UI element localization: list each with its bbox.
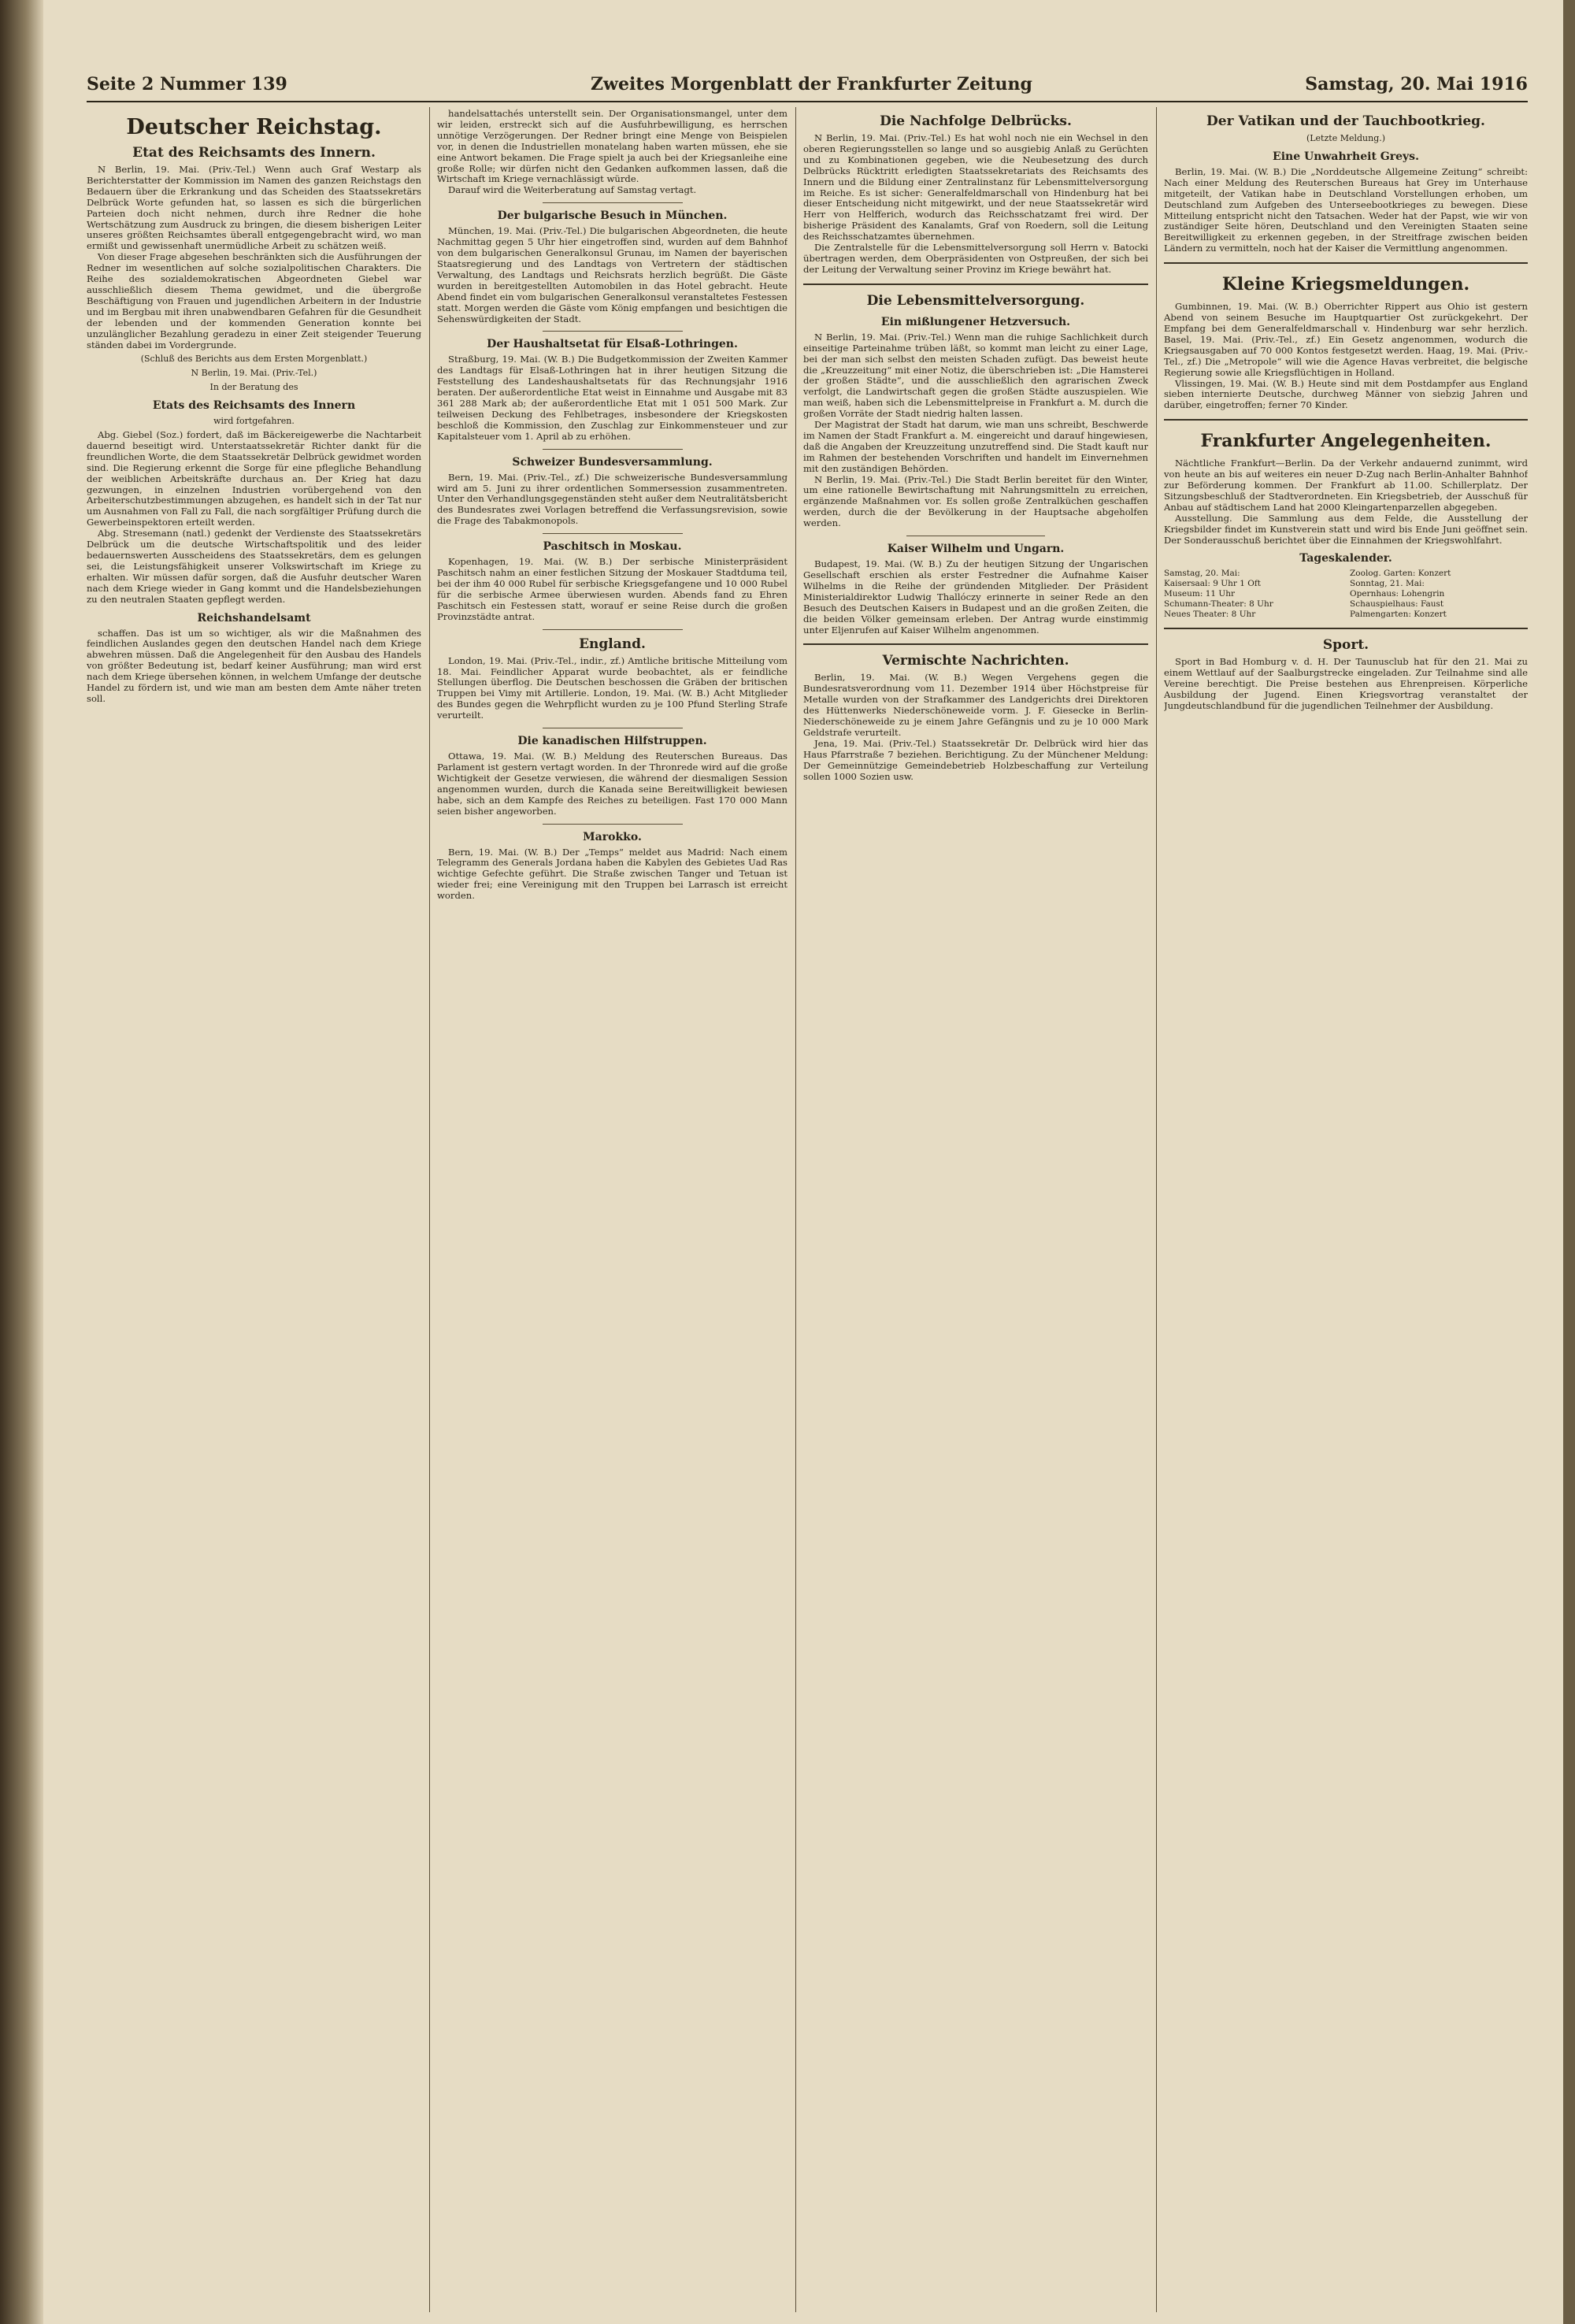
article-paragraph: Von dieser Frage abgesehen beschränkten sich die Ausführungen der Redner im wesentlichen auf solche sozialpolitischen Charakters. Die Reihe des sozialdemokratischen Abgeordneten Giebel war ausschließlich diesem Thema gewidmet, und die übergroße Beschäftigung von Frauen und jugendlichen Arbeitern in der Industrie und im Bergbau mit ihren unabwendbaren Gefahren für die Gesundheit der lebenden und der kommenden Generation konnte bei unzulänglicher Bezahlung geradezu in einer Zeit steigender Teuerung ständen dabei im Vordergrunde. xyxy=(87,251,421,350)
listing-item: Zoolog. Garten: Konzert xyxy=(1350,569,1451,579)
listing-headline: Tageskalender. xyxy=(1299,552,1392,565)
article-paragraph: Gumbinnen, 19. Mai. (W. B.) Oberrichter Rippert aus Ohio ist gestern Abend von seinem Besuche im Hauptquartier Ost zurückgekehrt. Der Empfang bei dem Generalfeldmarschall v. Hindenburg war sehr herzlich. Basel, 19. Mai. (Priv.-Tel., zf.) Ein Gesetz angenommen, wodurch die Kriegsausgaben auf 70 000 Kontos festgesetzt werden. Haag, 19. Mai. (Priv.-Tel., zf.) Die „Metropole“ will wie die Agence Havas verbreitet, die belgische Regierung sowie alle Kriegsflüchtigen in Holland. xyxy=(1164,301,1528,378)
article-paragraph: Abg. Stresemann (natl.) gedenkt der Verdienste des Staatssekretärs Delbrück um die deutsche Wirtschaftspolitik und des leider bedauernswerten Ausscheidens des Staatssekretärs, dem es gelungen sei, die Leistungsfähigkeit unserer Volkswirtschaft im Kriege zu erhalten. Wir müssen dafür sorgen, daß die Ausfuhr deutscher Waren nach dem Kriege wieder in Gang kommt und die Handelsbeziehungen zu den neutralen Staaten gepflegt werden. xyxy=(87,528,421,605)
article-paragraph: Der Magistrat der Stadt hat darum, wie man uns schreibt, Beschwerde im Namen der Stadt Frankfurt a. M. eingereicht und darauf hingewiesen, daß die Angaben der Kreuzzeitung unzutreffend sind. Die Stadt kauft nur im Rahmen der bestehenden Vorschriften und handelt im Einvernehmen mit den zuständigen Behörden. xyxy=(803,419,1148,474)
article-headline: Die Nachfolge Delbrücks. xyxy=(880,113,1072,129)
column-rule xyxy=(429,107,430,2312)
article-subheadline: Ein mißlungener Hetzversuch. xyxy=(880,315,1071,328)
article-paragraph: Berlin, 19. Mai. (W. B.) Wegen Vergehens gegen die Bundesratsverordnung vom 11. Dezember 1914 über Höchstpreise für Metalle wurden von der Strafkammer des Landgerichts drei Direktoren des Hüttenwerks Niederschöneweide vorm. J. F. Giesecke in Berlin-Niederschöneweide zu je einem Jahre Gefängnis und zu je 10 000 Mark Geldstrafe verurteilt. xyxy=(803,672,1148,738)
listing-item: Kaisersaal: 9 Uhr 1 Oft xyxy=(1164,579,1261,589)
article-headline: Schweizer Bundesversammlung. xyxy=(512,455,713,469)
divider xyxy=(543,202,683,203)
article-paragraph: N Berlin, 19. Mai. (Priv.-Tel.) Wenn auch Graf Westarp als Berichterstatter der Kommission im Namen des ganzen Reichstags den Bedauern über die Erkrankung und das Scheiden des Staatssekretärs Delbrück Worte gefunden hat, so lassen es sich die bürgerlichen Parteien doch nicht nehmen, durch ihre Redner die hohe Wertschätzung zum Ausdruck zu bringen, die diesem bisherigen Leiter unseres größten Reichsamtes überall entgegengebracht wird, wo man ermißt und gewissenhaft unermüdliche Arbeit zu schätzen weiß. xyxy=(87,164,421,252)
listing-item: Opernhaus: Lohengrin xyxy=(1350,589,1445,599)
column-3 xyxy=(803,109,1148,2306)
article-headline: Sport. xyxy=(1322,637,1369,654)
note: (Schluß des Berichts aus dem Ersten Morgenblatt.) xyxy=(140,354,368,365)
divider xyxy=(1164,419,1528,421)
column-1 xyxy=(87,109,421,2306)
article-paragraph: Darauf wird die Weiterberatung auf Samstag vertagt. xyxy=(448,184,697,196)
masthead xyxy=(87,69,1528,102)
article-headline: Der Haushaltsetat für Elsaß-Lothringen. xyxy=(487,338,738,351)
article-headline: Etat des Reichsamts des Innern. xyxy=(132,145,376,161)
article-paragraph: Ottawa, 19. Mai. (W. B.) Meldung des Reuterschen Bureaus. Das Parlament ist gestern vertagt worden. In der Thronrede wird auf die große Wichtigkeit der Gesetze verwiesen, die während der diesmaligen Session angenommen wurden, durch die Kanada seine Bereitwilligkeit bewiesen habe, sich an dem Kampfe des Reiches zu beteiligen. Fast 170 000 Mann seien bisher angeworben. xyxy=(437,751,788,817)
article-headline: Vermischte Nachrichten. xyxy=(882,653,1069,669)
continued-text: wird fortgefahren. xyxy=(213,416,295,427)
divider xyxy=(1164,628,1528,629)
event-listing xyxy=(1164,569,1528,620)
article-paragraph: Berlin, 19. Mai. (W. B.) Die „Norddeutsche Allgemeine Zeitung“ schreibt: Nach einer Meldung des Reuterschen Bureaus hat Grey im Unterhause mitgeteilt, der Vatikan habe in Deutschland Vorstellungen erhoben, um Deutschland zum Aufgeben des Unterseebootkrieges zu bewegen. Diese Mitteilung entspricht nicht den Tatsachen. Weder hat der Papst, wie wir von zuständiger Seite hören, Deutschland und den Vereinigten Staaten seine Bereitwilligkeit zu erkennen gegeben, in der Streitfrage zwischen beiden Ländern zu vermitteln, noch hat der Kaiser die Vermittlung angenommen. xyxy=(1164,165,1528,254)
listing-item: Neues Theater: 8 Uhr xyxy=(1164,610,1256,620)
article-paragraph: Die Zentralstelle für die Lebensmittelversorgung soll Herrn v. Batocki übertragen werden, dem Oberpräsidenten von Ostpreußen, der sich bei der Leitung der Verwaltung seiner Provinz im Kriege bewährt hat. xyxy=(803,242,1148,275)
note: (Letzte Meldung.) xyxy=(1306,133,1386,143)
listing-item: Schauspielhaus: Faust xyxy=(1350,599,1444,610)
article-subheadline: Eine Unwahrheit Greys. xyxy=(1273,150,1419,163)
column-rule xyxy=(1156,107,1157,2312)
divider xyxy=(543,824,683,825)
article-headline: Marokko. xyxy=(583,830,642,843)
listing-item: Schumann-Theater: 8 Uhr xyxy=(1164,599,1273,610)
article-paragraph: Straßburg, 19. Mai. (W. B.) Die Budgetkommission der Zweiten Kammer des Landtags für Elsaß-Lothringen hat in ihrer heutigen Sitzung die Feststellung des Landeshaushaltsetats für das Rechnungsjahr 1916 beraten. Der außerordentliche Etat weist in Einnahme und Ausgabe mit 83 361 288 Mark ab; der außerordentliche Etat mit 1 051 500 Mark. Zur teilweisen Deckung des Fehlbetrages, insbesondere der Kriegskosten beschloß die Kommission, den Zuschlag zur Einkommensteuer und zur Kapitalsteuer vom 1. April ab zu erhöhen. xyxy=(437,354,788,442)
listing-item: Museum: 11 Uhr xyxy=(1164,589,1236,599)
article-paragraph: schaffen. Das ist um so wichtiger, als wir die Maßnahmen des feindlichen Auslandes gegen den deutschen Handel nach dem Kriege abwehren müssen. Daß die Angelegenheit für den Ausbau des Handels von größter Bedeutung ist, bedarf keiner Ausführung; man wird erst nach dem Kriege übersehen können, in welchem Umfange der deutsche Handel zu fördern ist, und wie man am besten dem Amte näher treten soll. xyxy=(87,627,421,704)
article-paragraph: Bern, 19. Mai. (Priv.-Tel., zf.) Die schweizerische Bundesversammlung wird am 5. Juni zu ihrer ordentlichen Sommersession zusammentreten. Unter den Verhandlungsgegenständen steht außer dem Neutralitätsbericht des Bundesrates zwei Vorlagen betreffend die Verfassungsrevision, sowie die Frage des Tabakmonopols. xyxy=(437,471,788,527)
column-rule xyxy=(795,107,796,2312)
article-paragraph: Jena, 19. Mai. (Priv.-Tel.) Staatssekretär Dr. Delbrück wird hier das Haus Pfarrstraße 7 beziehen. Berichtigung. Zu der Münchener Meldung: Der Gemeinnützige Gemeindebetrieb Holzbeschaffung zur Verteilung sollen 1000 Sozien usw. xyxy=(803,737,1148,782)
issue-date: Samstag, 20. Mai 1916 xyxy=(1305,74,1528,95)
article-headline: Der bulgarische Besuch in München. xyxy=(497,209,728,223)
article-headline: Der Vatikan und der Tauchbootkrieg. xyxy=(1206,113,1485,129)
column-2 xyxy=(437,109,788,2306)
article-paragraph: München, 19. Mai. (Priv.-Tel.) Die bulgarischen Abgeordneten, die heute Nachmittag gegen 5 Uhr hier eingetroffen sind, wurden auf dem Bahnhof von dem bulgarischen Generalkonsul Grunau, im Namen der bayerischen Staatsregierung und des Landtags von Vertretern der städtischen Verwaltung, des Landtags und Reichsrats herzlich begrüßt. Die Gäste wurden in bereitgestellten Automobilen in das Hotel gebracht. Heute Abend findet ein vom bulgarischen Generalkonsul veranstaltetes Festessen statt. Morgen werden die Gäste vom König empfangen und besichtigen die Sehenswürdigkeiten der Stadt. xyxy=(437,225,788,324)
article-paragraph: Kopenhagen, 19. Mai. (W. B.) Der serbische Ministerpräsident Paschitsch nahm an einer festlichen Sitzung der Moskauer Stadtduma teil, bei der ihm 40 000 Rubel für serbische Kriegsgefangene und 10 000 Rubel für die serbische Armee überwiesen wurden. Abends fand zu Ehren Paschitsch ein Festessen statt, worauf er seine Reise durch die großen Provinzstädte antrat. xyxy=(437,556,788,622)
article-paragraph: London, 19. Mai. (Priv.-Tel., indir., zf.) Amtliche britische Mitteilung vom 18. Mai. Feindlicher Apparat wurde beobachtet, als er feindliche Stellungen überflog. Die Deutschen beschossen die Gräben der britischen Truppen bei Vimy mit Artillerie. London, 19. Mai. (W. B.) Acht Mitglieder des Bundes gegen die Wehrpflicht wurden zu je 100 Pfund Sterling Strafe verurteilt. xyxy=(437,654,788,721)
article-paragraph: Abg. Giebel (Soz.) fordert, daß im Bäckereigewerbe die Nachtarbeit dauernd beseitigt wird. Unterstaatssekretär Richter dankt für die freundlichen Worte, die dem Staatssekretär Delbrück gewidmet worden sind. Die Regierung erkennt die Sorge für eine pflegliche Behandlung der weiblichen Arbeitskräfte durchaus an. Der Krieg hat dazu gezwungen, in einzelnen Industrien vorübergehend von den Arbeiterschutzbestimmungen abzugehen, es handelt sich in der Tat nur um Ausnahmen von Fall zu Fall, die nach sorgfältiger Prüfung durch die Gewerbeinspektoren erteilt werden. xyxy=(87,429,421,528)
divider xyxy=(803,643,1148,645)
divider xyxy=(543,629,683,630)
divider xyxy=(803,284,1148,285)
article-paragraph: Budapest, 19. Mai. (W. B.) Zu der heutigen Sitzung der Ungarischen Gesellschaft erschien als erster Festredner die Aufnahme Kaiser Wilhelms in die Reihe der gründenden Mitglieder. Der Präsident Ministerialdirektor Ludwig Thallóczy erinnerte in seiner Rede an den Besuch des Deutschen Kaisers in Budapest und an die großen Zeiten, die die beiden Völker gemeinsam erleben. Der Antrag wurde einstimmig unter Eljenrufen auf Kaiser Wilhelm angenommen. xyxy=(803,558,1148,636)
article-subheadline: Reichshandelsamt xyxy=(197,611,311,625)
divider xyxy=(543,331,683,332)
article-paragraph: Nächtliche Frankfurt—Berlin. Da der Verkehr andauernd zunimmt, wird von heute an bis auf weiteres ein neuer D-Zug nach Berlin-Anhalter Bahnhof zur Beförderung kommen. Der Frankfurt ab 11.00. Schillerplatz. Der Sitzungsbeschluß der Stadtverordneten. Ein Kriegsbetrieb, der Ausschuß für Anbau auf städtischem Land hat 2000 Kleingartenparzellen abgegeben. xyxy=(1164,458,1528,513)
article-paragraph: Bern, 19. Mai. (W. B.) Der „Temps“ meldet aus Madrid: Nach einem Telegramm des Generals Jordana haben die Kabylen des Gebietes Uad Ras wichtige Gefechte geführt. Die Straße zwischen Tanger und Tetuan ist wieder frei; eine Vereinigung mit den Truppen bei Larrasch ist erreicht worden. xyxy=(437,846,788,902)
article-headline: England. xyxy=(579,636,646,652)
article-paragraph: Ausstellung. Die Sammlung aus dem Felde, die Ausstellung der Kriegsbilder findet im Kunstverein statt und wird bis Ende Juni geöffnet sein. Der Sonderausschuß berichtet über die Einnahmen der Kriegswohlfahrt. xyxy=(1164,512,1528,546)
listing-item: Sonntag, 21. Mai: xyxy=(1350,579,1425,589)
article-paragraph: N Berlin, 19. Mai. (Priv.-Tel.) Die Stadt Berlin bereitet für den Winter, um eine rationelle Bewirtschaftung mit Nahrungsmitteln zu erreichen, ergänzende Maßnahmen vor. Es sollen große Zentralküchen geschaffen werden, durch die der Bevölkerung in der Hauptsache abgeholfen werden. xyxy=(803,473,1148,529)
article-paragraph: N Berlin, 19. Mai. (Priv.-Tel.) Es hat wohl noch nie ein Wechsel in den oberen Regierungsstellen so lange und so ausgiebig Anlaß zu Gerüchten und zu Kombinationen gegeben, wie die Neubesetzung des durch Delbrücks Rücktritt erledigten Staatssekretariats des Reichsamts des Innern und die Bildung einer Zentralinstanz für Lebensmittelversorgung im Reiche. Es ist sicher: Generalfeldmarschall von Hindenburg hat bei dieser Entscheidung nicht mitgewirkt, und der neue Staatssekretär wird Herr von Helfferich, wodurch das Reichsschatzamt frei wird. Der bisherige Präsident des Kanalamts, Graf von Roedern, soll die Leitung des Reichsschatzamtes übernehmen. xyxy=(803,132,1148,243)
newspaper-title: Zweites Morgenblatt der Frankfurter Zeitung xyxy=(591,74,1032,95)
book-spine xyxy=(0,0,43,2324)
article-headline: Paschitsch in Moskau. xyxy=(543,540,682,554)
article-paragraph: handelsattachés unterstellt sein. Der Organisationsmangel, unter dem wir leiden, erstreckt sich auf die Ausfuhrbewilligung, es herrschen unnötige Verzögerungen. Der Redner bringt eine Menge von Beispielen vor, in denen die Industriellen monatelang haben warten müssen, ehe sie eine Antwort bekamen. Die Frage spielt ja auch bei der Kriegsanleihe eine große Rolle; wir dürfen nicht den Gedanken aufkommen lassen, daß die Wirtschaft im Kriege vernachlässigt würde. xyxy=(437,109,788,185)
page-number: Seite 2 Nummer 139 xyxy=(87,74,287,95)
section-title: Deutscher Reichstag. xyxy=(126,115,382,139)
intro-text: In der Beratung des xyxy=(209,382,298,393)
article-headline: Kaiser Wilhelm und Ungarn. xyxy=(887,543,1065,556)
divider xyxy=(1164,262,1528,264)
section-title: Kleine Kriegsmeldungen. xyxy=(1221,274,1470,295)
article-headline: Die kanadischen Hilfstruppen. xyxy=(517,735,707,748)
section-title: Frankfurter Angelegenheiten. xyxy=(1200,431,1492,452)
divider xyxy=(543,533,683,534)
dateline: N Berlin, 19. Mai. (Priv.-Tel.) xyxy=(191,368,317,379)
article-headline: Die Lebensmittelversorgung. xyxy=(866,292,1085,309)
column-4 xyxy=(1164,109,1528,2306)
article-headline: Etats des Reichsamts des Innern xyxy=(152,399,356,413)
article-paragraph: N Berlin, 19. Mai. (Priv.-Tel.) Wenn man die ruhige Sachlichkeit durch einseitige Parteinahme trüben läßt, so kommt man leicht zu einer Lage, bei der man sich selbst den meisten Schaden zufügt. Das beweist heute die „Kreuzzeitung“ mit einer Notiz, die überschrieben ist: „Die Hamsterei der großen Städte“, und die ausschließlich den agrarischen Zweck verfolgt, die Landwirtschaft gegen die großen Städte auszuspielen. Wie man weiß, haben sich die Lebensmittelpreise in Frankfurt a. M. durch die großen Vorräte der Stadt niedrig halten lassen. xyxy=(803,331,1148,420)
article-paragraph: Sport in Bad Homburg v. d. H. Der Taunusclub hat für den 21. Mai zu einem Wettlauf auf der Saalburgstrecke eingeladen. Zur Teilnahme sind alle Vereine berechtigt. Die Preise bestehen aus Ehrenpreisen. Körperliche Ausbildung der Jugend. Einen Kriegsvortrag veranstaltet der Jungdeutschlandbund für die jugendlichen Teilnehmer der Ausbildung. xyxy=(1164,656,1528,712)
listing-item: Palmengarten: Konzert xyxy=(1350,610,1447,620)
article-paragraph: Vlissingen, 19. Mai. (W. B.) Heute sind mit dem Postdampfer aus England sieben internierte Deutsche, durchweg Männer von siebzig Jahren und darüber, eingetroffen; ferner 70 Kinder. xyxy=(1164,377,1528,411)
divider xyxy=(543,449,683,450)
listing-item: Samstag, 20. Mai: xyxy=(1164,569,1240,579)
